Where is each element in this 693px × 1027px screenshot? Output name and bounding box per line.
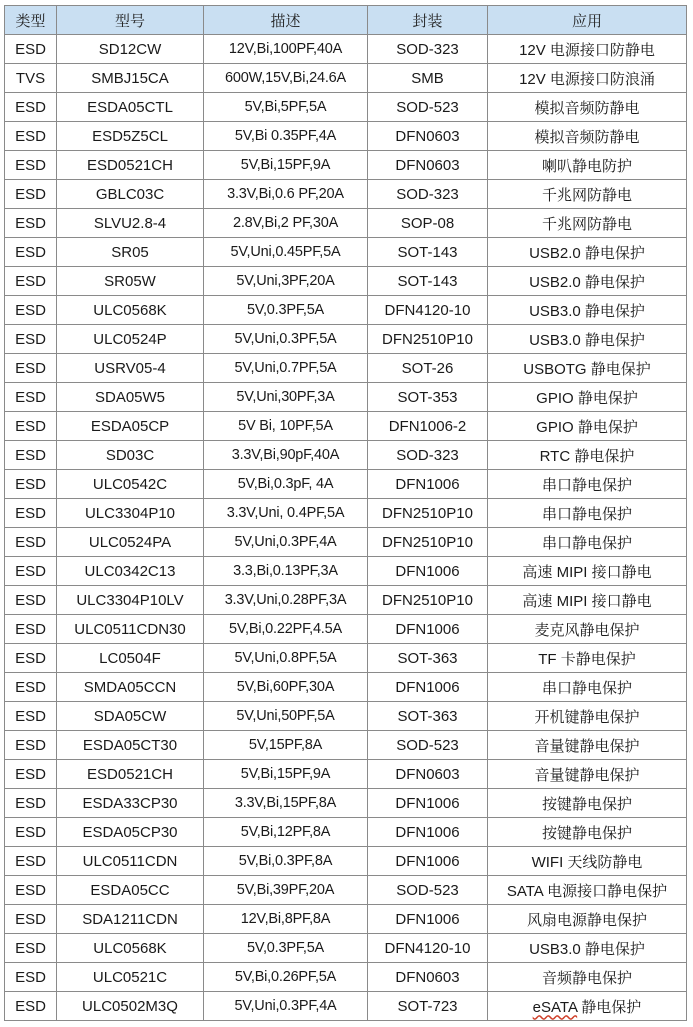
- cell-description: 5V,Bi 0.35PF,4A: [204, 122, 368, 151]
- cell-type: ESD: [5, 441, 57, 470]
- cell-type: ESD: [5, 818, 57, 847]
- cell-type: ESD: [5, 296, 57, 325]
- cell-package: DFN0603: [368, 963, 488, 992]
- cell-package: DFN2510P10: [368, 528, 488, 557]
- cell-package: DFN1006-2: [368, 412, 488, 441]
- cell-description: 5V,Bi,12PF,8A: [204, 818, 368, 847]
- cell-model: USRV05-4: [57, 354, 204, 383]
- cell-description: 5V,Uni,0.3PF,5A: [204, 325, 368, 354]
- cell-type: ESD: [5, 93, 57, 122]
- table-row: [5, 122, 687, 151]
- cell-model: ESD5Z5CL: [57, 122, 204, 151]
- cell-package: SOT-363: [368, 644, 488, 673]
- cell-model: ULC0524P: [57, 325, 204, 354]
- cell-package: DFN1006: [368, 847, 488, 876]
- cell-description: 5V,Bi,15PF,9A: [204, 151, 368, 180]
- cell-type: ESD: [5, 180, 57, 209]
- cell-model: SD12CW: [57, 35, 204, 64]
- table-header: [5, 6, 687, 35]
- cell-package: DFN1006: [368, 615, 488, 644]
- table-row: [5, 934, 687, 963]
- cell-application: GPIO 静电保护: [488, 383, 687, 412]
- cell-model: ESDA05CP: [57, 412, 204, 441]
- cell-model: ESDA05CT30: [57, 731, 204, 760]
- table-row: [5, 528, 687, 557]
- cell-model: SDA05CW: [57, 702, 204, 731]
- cell-application: 按键静电保护: [488, 818, 687, 847]
- cell-model: ESD0521CH: [57, 151, 204, 180]
- cell-type: ESD: [5, 499, 57, 528]
- cell-description: 5V,Bi,0.22PF,4.5A: [204, 615, 368, 644]
- cell-package: SOD-523: [368, 731, 488, 760]
- cell-package: DFN2510P10: [368, 499, 488, 528]
- cell-model: ESD0521CH: [57, 760, 204, 789]
- cell-package: DFN2510P10: [368, 325, 488, 354]
- cell-application: 音频静电保护: [488, 963, 687, 992]
- cell-model: SMBJ15CA: [57, 64, 204, 93]
- cell-description: 5V,0.3PF,5A: [204, 934, 368, 963]
- cell-application: GPIO 静电保护: [488, 412, 687, 441]
- cell-model: SD03C: [57, 441, 204, 470]
- cell-model: ULC0568K: [57, 934, 204, 963]
- cell-type: ESD: [5, 789, 57, 818]
- table-row: [5, 93, 687, 122]
- table-row: [5, 673, 687, 702]
- cell-type: ESD: [5, 731, 57, 760]
- cell-description: 5V,Bi,60PF,30A: [204, 673, 368, 702]
- cell-description: 5V,Bi,0.3PF,8A: [204, 847, 368, 876]
- cell-package: SOD-523: [368, 93, 488, 122]
- cell-description: 600W,15V,Bi,24.6A: [204, 64, 368, 93]
- table-row: [5, 644, 687, 673]
- header-row: [5, 6, 687, 35]
- cell-package: SOD-323: [368, 35, 488, 64]
- cell-model: SR05W: [57, 267, 204, 296]
- header-application: 应用: [488, 6, 687, 35]
- cell-type: ESD: [5, 151, 57, 180]
- cell-package: SMB: [368, 64, 488, 93]
- cell-package: DFN1006: [368, 557, 488, 586]
- cell-description: 3.3V,Uni, 0.4PF,5A: [204, 499, 368, 528]
- table-row: [5, 325, 687, 354]
- cell-application: 12V 电源接口防浪涌: [488, 64, 687, 93]
- cell-package: DFN1006: [368, 470, 488, 499]
- cell-model: SDA05W5: [57, 383, 204, 412]
- cell-application: 按键静电保护: [488, 789, 687, 818]
- cell-description: 5V,Bi,0.3pF, 4A: [204, 470, 368, 499]
- cell-type: ESD: [5, 905, 57, 934]
- cell-type: ESD: [5, 673, 57, 702]
- table-row: [5, 557, 687, 586]
- cell-type: ESD: [5, 354, 57, 383]
- cell-type: ESD: [5, 644, 57, 673]
- cell-application: 麦克风静电保护: [488, 615, 687, 644]
- cell-type: ESD: [5, 702, 57, 731]
- cell-application: 串口静电保护: [488, 470, 687, 499]
- cell-package: DFN0603: [368, 151, 488, 180]
- table-row: [5, 151, 687, 180]
- cell-description: 3.3V,Bi,0.6 PF,20A: [204, 180, 368, 209]
- cell-type: TVS: [5, 64, 57, 93]
- cell-description: 5V,Uni,0.3PF,4A: [204, 528, 368, 557]
- cell-application: 开机键静电保护: [488, 702, 687, 731]
- table-row: [5, 905, 687, 934]
- cell-package: SOT-353: [368, 383, 488, 412]
- table-row: [5, 963, 687, 992]
- table-row: [5, 760, 687, 789]
- cell-model: SLVU2.8-4: [57, 209, 204, 238]
- cell-package: SOT-26: [368, 354, 488, 383]
- cell-description: 5V,Uni,0.8PF,5A: [204, 644, 368, 673]
- table-row: [5, 64, 687, 93]
- cell-type: ESD: [5, 528, 57, 557]
- header-description: 描述: [204, 6, 368, 35]
- cell-model: ULC0568K: [57, 296, 204, 325]
- cell-package: DFN1006: [368, 789, 488, 818]
- cell-model: ESDA33CP30: [57, 789, 204, 818]
- cell-application: 千兆网防静电: [488, 209, 687, 238]
- cell-model: ULC0511CDN30: [57, 615, 204, 644]
- cell-application: 音量键静电保护: [488, 760, 687, 789]
- cell-model: ULC0502M3Q: [57, 992, 204, 1021]
- cell-type: ESD: [5, 760, 57, 789]
- cell-package: DFN1006: [368, 673, 488, 702]
- cell-model: ULC0342C13: [57, 557, 204, 586]
- cell-type: ESD: [5, 238, 57, 267]
- cell-type: ESD: [5, 557, 57, 586]
- cell-package: SOD-323: [368, 180, 488, 209]
- cell-application: eSATA 静电保护: [488, 992, 687, 1021]
- cell-type: ESD: [5, 847, 57, 876]
- cell-package: DFN0603: [368, 122, 488, 151]
- table-row: [5, 876, 687, 905]
- table-row: [5, 789, 687, 818]
- cell-package: DFN4120-10: [368, 934, 488, 963]
- cell-model: ESDA05CC: [57, 876, 204, 905]
- table-row: [5, 180, 687, 209]
- cell-type: ESD: [5, 209, 57, 238]
- spellcheck-underline: eSATA: [532, 998, 578, 1016]
- cell-description: 5V,Bi,15PF,9A: [204, 760, 368, 789]
- cell-description: 5V,Uni,50PF,5A: [204, 702, 368, 731]
- cell-application: TF 卡静电保护: [488, 644, 687, 673]
- table-row: [5, 267, 687, 296]
- cell-package: DFN4120-10: [368, 296, 488, 325]
- cell-application: USB3.0 静电保护: [488, 325, 687, 354]
- cell-package: DFN2510P10: [368, 586, 488, 615]
- cell-description: 5V,Uni,3PF,20A: [204, 267, 368, 296]
- cell-package: SOD-523: [368, 876, 488, 905]
- component-table: [4, 5, 687, 1021]
- cell-description: 5V,Uni,30PF,3A: [204, 383, 368, 412]
- cell-type: ESD: [5, 992, 57, 1021]
- cell-type: ESD: [5, 934, 57, 963]
- cell-description: 5V,15PF,8A: [204, 731, 368, 760]
- table-row: [5, 354, 687, 383]
- cell-description: 5V,Uni,0.3PF,4A: [204, 992, 368, 1021]
- cell-type: ESD: [5, 325, 57, 354]
- cell-description: 5V,Bi,5PF,5A: [204, 93, 368, 122]
- cell-description: 5V,Bi,39PF,20A: [204, 876, 368, 905]
- header-type: 类型: [5, 6, 57, 35]
- header-package: 封装: [368, 6, 488, 35]
- table-row: [5, 586, 687, 615]
- cell-type: ESD: [5, 876, 57, 905]
- cell-application: 模拟音频防静电: [488, 93, 687, 122]
- table-row: [5, 383, 687, 412]
- cell-application: 喇叭静电防护: [488, 151, 687, 180]
- cell-application: USB3.0 静电保护: [488, 296, 687, 325]
- cell-model: ULC0511CDN: [57, 847, 204, 876]
- cell-application: 串口静电保护: [488, 673, 687, 702]
- table-row: [5, 470, 687, 499]
- cell-type: ESD: [5, 122, 57, 151]
- cell-type: ESD: [5, 383, 57, 412]
- cell-type: ESD: [5, 412, 57, 441]
- cell-description: 5V,Uni,0.45PF,5A: [204, 238, 368, 267]
- cell-model: ESDA05CTL: [57, 93, 204, 122]
- table-row: [5, 499, 687, 528]
- cell-description: 5V,0.3PF,5A: [204, 296, 368, 325]
- table-row: [5, 296, 687, 325]
- cell-application: 音量键静电保护: [488, 731, 687, 760]
- cell-package: DFN1006: [368, 905, 488, 934]
- cell-application: 串口静电保护: [488, 499, 687, 528]
- cell-model: SR05: [57, 238, 204, 267]
- cell-model: ULC0524PA: [57, 528, 204, 557]
- cell-package: DFN0603: [368, 760, 488, 789]
- table-row: [5, 412, 687, 441]
- cell-application: 高速 MIPI 接口静电: [488, 557, 687, 586]
- cell-model: ESDA05CP30: [57, 818, 204, 847]
- cell-application: USB2.0 静电保护: [488, 267, 687, 296]
- cell-application: USBOTG 静电保护: [488, 354, 687, 383]
- cell-description: 5V,Uni,0.7PF,5A: [204, 354, 368, 383]
- cell-description: 3.3,Bi,0.13PF,3A: [204, 557, 368, 586]
- cell-model: SMDA05CCN: [57, 673, 204, 702]
- cell-description: 12V,Bi,8PF,8A: [204, 905, 368, 934]
- cell-application: 12V 电源接口防静电: [488, 35, 687, 64]
- cell-package: SOT-143: [368, 267, 488, 296]
- table-row: [5, 731, 687, 760]
- cell-description: 5V Bi, 10PF,5A: [204, 412, 368, 441]
- cell-description: 2.8V,Bi,2 PF,30A: [204, 209, 368, 238]
- cell-application: 千兆网防静电: [488, 180, 687, 209]
- table-row: [5, 238, 687, 267]
- cell-application: SATA 电源接口静电保护: [488, 876, 687, 905]
- cell-application: USB2.0 静电保护: [488, 238, 687, 267]
- cell-package: SOT-363: [368, 702, 488, 731]
- table-body: [5, 35, 687, 1021]
- cell-model: SDA1211CDN: [57, 905, 204, 934]
- header-model: 型号: [57, 6, 204, 35]
- table-row: [5, 209, 687, 238]
- cell-description: 12V,Bi,100PF,40A: [204, 35, 368, 64]
- cell-application: 串口静电保护: [488, 528, 687, 557]
- table-row: [5, 818, 687, 847]
- cell-package: SOP-08: [368, 209, 488, 238]
- cell-description: 3.3V,Bi,90pF,40A: [204, 441, 368, 470]
- cell-type: ESD: [5, 267, 57, 296]
- cell-type: ESD: [5, 615, 57, 644]
- cell-type: ESD: [5, 35, 57, 64]
- cell-package: SOT-143: [368, 238, 488, 267]
- cell-model: ULC3304P10LV: [57, 586, 204, 615]
- cell-model: LC0504F: [57, 644, 204, 673]
- cell-application: 高速 MIPI 接口静电: [488, 586, 687, 615]
- cell-model: GBLC03C: [57, 180, 204, 209]
- cell-application: 风扇电源静电保护: [488, 905, 687, 934]
- table-row: [5, 35, 687, 64]
- cell-package: DFN1006: [368, 818, 488, 847]
- cell-application: USB3.0 静电保护: [488, 934, 687, 963]
- table-row: [5, 702, 687, 731]
- table-row: [5, 847, 687, 876]
- cell-application: 模拟音频防静电: [488, 122, 687, 151]
- cell-description: 3.3V,Uni,0.28PF,3A: [204, 586, 368, 615]
- cell-description: 3.3V,Bi,15PF,8A: [204, 789, 368, 818]
- cell-model: ULC0521C: [57, 963, 204, 992]
- cell-package: SOD-323: [368, 441, 488, 470]
- cell-type: ESD: [5, 586, 57, 615]
- table-row: [5, 441, 687, 470]
- cell-description: 5V,Bi,0.26PF,5A: [204, 963, 368, 992]
- cell-model: ULC0542C: [57, 470, 204, 499]
- cell-type: ESD: [5, 963, 57, 992]
- cell-application: RTC 静电保护: [488, 441, 687, 470]
- cell-package: SOT-723: [368, 992, 488, 1021]
- table-row: [5, 992, 687, 1021]
- cell-application: WIFI 天线防静电: [488, 847, 687, 876]
- cell-model: ULC3304P10: [57, 499, 204, 528]
- table-row: [5, 615, 687, 644]
- cell-type: ESD: [5, 470, 57, 499]
